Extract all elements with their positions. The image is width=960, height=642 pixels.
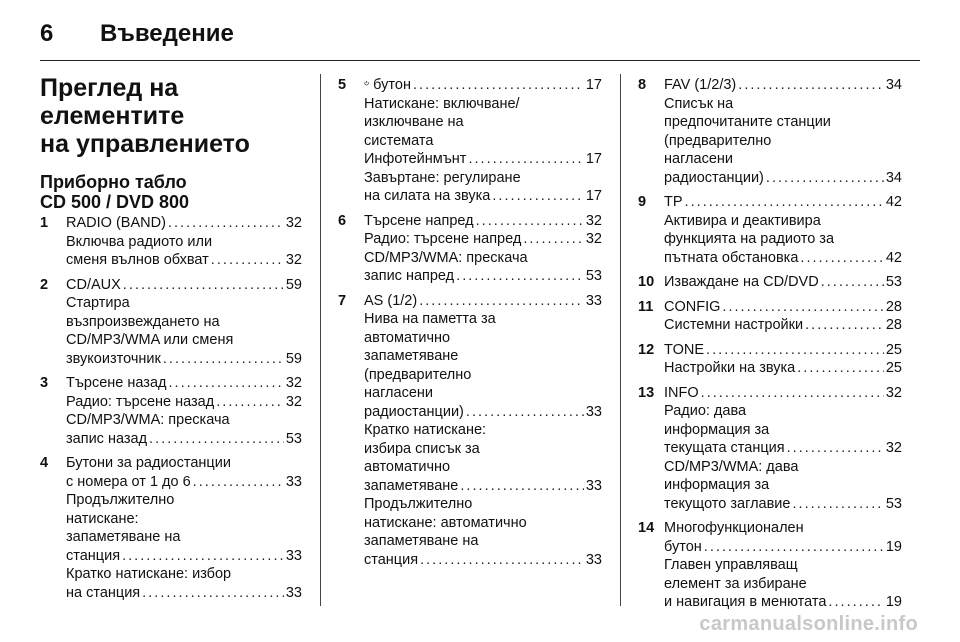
entry-text: текущото заглавие	[664, 495, 791, 512]
entry-line	[364, 187, 602, 206]
entry-line	[664, 359, 902, 378]
page-reference[interactable]: 19	[885, 594, 902, 610]
entry-text: радиостанции)	[664, 169, 764, 186]
page-reference[interactable]: 32	[285, 375, 302, 391]
entry-line	[364, 329, 602, 348]
entry-line	[66, 473, 302, 492]
entry-text: CONFIG	[664, 298, 721, 315]
entry-line	[66, 233, 302, 252]
dot-leader	[466, 403, 584, 422]
entry-line	[66, 565, 302, 584]
control-list	[338, 76, 602, 569]
dot-leader	[476, 212, 584, 231]
dot-leader	[523, 230, 584, 249]
entry-line	[664, 341, 902, 360]
dot-leader	[492, 187, 584, 206]
entry-line	[66, 214, 302, 233]
control-entry	[638, 193, 902, 267]
page-reference[interactable]: 25	[885, 341, 902, 358]
control-entry	[40, 454, 302, 602]
control-entry	[638, 519, 902, 612]
page-reference[interactable]: 53	[285, 430, 302, 447]
entry-number: 13	[638, 384, 655, 401]
entry-line	[664, 476, 902, 495]
entry-text: Кратко натискане:	[364, 422, 487, 438]
entry-line	[664, 402, 902, 421]
entry-line	[364, 292, 602, 311]
control-entry	[638, 384, 902, 514]
page-reference[interactable]: 25	[885, 360, 902, 376]
entry-line	[364, 169, 602, 188]
entry-text: Продължително	[364, 496, 473, 512]
chapter-title: Въведение	[100, 20, 234, 47]
entry-text: Инфотейнмънт	[364, 151, 467, 167]
entry-line	[364, 551, 602, 570]
entry-number: 6	[338, 212, 347, 229]
entry-text: AS (1/2)	[364, 292, 418, 309]
control-entry	[638, 273, 902, 292]
entry-text: с номера от 1 до 6	[66, 473, 191, 490]
control-list	[638, 76, 902, 612]
entry-text: TONE	[664, 341, 705, 358]
control-entry	[638, 76, 902, 187]
entry-text: FAV (1/2/3)	[664, 77, 737, 93]
control-entry	[40, 276, 302, 369]
dot-leader	[149, 430, 284, 449]
entry-line	[364, 249, 602, 268]
subsection-title-line: Приборно табло	[40, 172, 187, 192]
entry-line	[364, 403, 602, 422]
entry-line	[364, 477, 602, 496]
entry-text: системата	[364, 132, 434, 149]
entry-number: 11	[638, 298, 654, 315]
dot-leader	[163, 350, 284, 369]
page-reference[interactable]: 59	[285, 350, 302, 367]
entry-text: изключване на	[364, 114, 464, 130]
dot-leader	[800, 249, 883, 268]
entry-body	[664, 341, 902, 378]
entry-line	[364, 212, 602, 231]
dot-leader	[805, 316, 884, 335]
page-number: 6	[40, 20, 54, 47]
page-reference[interactable]: 53	[885, 274, 902, 290]
page-reference[interactable]: 33	[585, 403, 602, 420]
dot-leader	[738, 76, 884, 95]
page-reference[interactable]: 19	[885, 538, 902, 555]
page-reference[interactable]: 33	[285, 473, 302, 490]
control-entry	[40, 214, 302, 270]
entry-text: Кратко натискане: избор	[66, 566, 232, 582]
entry-line	[66, 411, 302, 430]
entry-text: Търсене напред	[364, 212, 474, 229]
entry-text: информация за	[664, 421, 770, 438]
entry-line	[66, 430, 302, 449]
entry-text: CD/MP3/WMA: дава	[664, 458, 799, 475]
entry-body	[664, 298, 902, 335]
dot-leader	[456, 267, 584, 286]
page-reference[interactable]: 53	[885, 495, 902, 512]
entry-line	[66, 350, 302, 369]
dot-leader	[216, 393, 284, 412]
dot-leader	[193, 473, 284, 492]
column-1	[40, 74, 302, 608]
page-reference[interactable]: 32	[285, 215, 302, 231]
power-icon	[364, 77, 369, 89]
entry-number: 8	[638, 77, 647, 93]
page-header	[40, 14, 920, 54]
entry-line	[664, 593, 902, 612]
entry-text: Нива на паметта за	[364, 311, 496, 327]
dot-leader	[797, 359, 884, 378]
entry-text: автоматично	[364, 459, 451, 475]
page-reference[interactable]: 17	[585, 151, 602, 167]
entry-line	[364, 230, 602, 249]
entry-line	[66, 331, 302, 350]
entry-text: INFO	[664, 384, 699, 401]
entry-number: 9	[638, 194, 647, 210]
dot-leader	[460, 477, 584, 496]
column-2	[338, 76, 602, 575]
entry-text: Завъртане: регулиране	[364, 169, 521, 186]
dot-leader	[828, 593, 883, 612]
entry-line	[664, 538, 902, 557]
entry-line	[364, 267, 602, 286]
entry-text: запаметяване	[364, 477, 459, 494]
page-reference[interactable]: 32	[585, 231, 602, 247]
entry-line	[664, 193, 902, 212]
entry-text: RADIO (BAND)	[66, 215, 166, 231]
entry-text: елемент за избиране	[664, 575, 807, 592]
entry-number: 10	[638, 274, 655, 290]
control-entry	[638, 341, 902, 378]
entry-text: текущата станция	[664, 440, 785, 456]
page-reference[interactable]: 32	[285, 252, 302, 268]
entry-text: CD/MP3/WMA или сменя	[66, 332, 234, 348]
dot-leader	[766, 169, 884, 188]
dot-leader	[123, 276, 284, 295]
entry-line	[664, 421, 902, 440]
entry-text: запаметяване на	[66, 529, 181, 545]
entry-line	[664, 212, 902, 231]
entry-line	[664, 458, 902, 477]
entry-line	[664, 316, 902, 335]
entry-line	[364, 76, 602, 95]
control-list	[40, 214, 302, 602]
entry-text: запис напред	[364, 268, 455, 284]
subsection-title	[40, 172, 302, 212]
entry-number: 12	[638, 341, 655, 358]
entry-text: Продължително	[66, 492, 175, 508]
entry-number: 2	[40, 276, 49, 293]
section-title-line: на управлението	[40, 130, 250, 158]
entry-line	[364, 95, 602, 114]
entry-line	[664, 439, 902, 458]
entry-text: Включва радиото или	[66, 233, 213, 250]
dot-leader	[701, 384, 884, 403]
entry-text: Многофункционален	[664, 520, 804, 536]
dot-leader	[413, 76, 584, 95]
entry-line	[66, 547, 302, 566]
entry-text: TP	[664, 194, 683, 210]
dot-leader	[706, 341, 884, 360]
entry-text: пътната обстановка	[664, 249, 799, 266]
entry-text: предпочитаните станции	[664, 114, 831, 130]
subsection-title-line: CD 500 / DVD 800	[40, 192, 190, 212]
dot-leader	[704, 538, 884, 557]
dot-leader	[792, 495, 883, 514]
entry-line	[364, 347, 602, 366]
entry-line	[66, 393, 302, 412]
entry-text: Изваждане на CD/DVD	[664, 274, 819, 290]
entry-line	[364, 132, 602, 151]
entry-text: Натискане: включване/	[364, 95, 520, 112]
entry-text: Активира и деактивира	[664, 212, 821, 229]
entry-number: 5	[338, 77, 347, 93]
entry-text: Настройки на звука	[664, 360, 796, 376]
dot-leader	[419, 292, 584, 311]
entry-text: информация за	[664, 477, 770, 493]
entry-body	[66, 374, 302, 448]
entry-line	[364, 495, 602, 514]
page-reference[interactable]: 33	[585, 551, 602, 568]
entry-text: и навигация в менютата	[664, 594, 827, 610]
entry-text: Главен управляващ	[664, 557, 798, 573]
entry-text: натискане:	[66, 510, 139, 527]
entry-body	[66, 276, 302, 369]
entry-body	[664, 273, 902, 292]
entry-line	[66, 584, 302, 603]
entry-text: радиостанции)	[364, 403, 464, 420]
entry-text: Списък на	[664, 95, 734, 112]
control-entry	[638, 298, 902, 335]
dot-leader	[722, 298, 883, 317]
entry-line	[664, 519, 902, 538]
entry-text: бутон	[373, 77, 411, 93]
dot-leader	[821, 273, 884, 292]
entry-line	[664, 273, 902, 292]
entry-body	[364, 292, 602, 570]
entry-line	[66, 276, 302, 295]
entry-text: на станция	[66, 584, 141, 601]
entry-line	[364, 440, 602, 459]
entry-text: автоматично	[364, 329, 451, 346]
entry-line	[664, 298, 902, 317]
entry-line	[364, 113, 602, 132]
page-reference[interactable]: 28	[885, 317, 902, 333]
entry-line	[66, 454, 302, 473]
control-entry	[338, 76, 602, 206]
entry-line	[66, 510, 302, 529]
page-reference[interactable]: 33	[585, 477, 602, 494]
dot-leader	[685, 193, 884, 212]
dot-leader	[787, 439, 884, 458]
watermark: carmanualsonline.info	[699, 613, 918, 635]
page-reference[interactable]: 28	[885, 298, 902, 315]
page-reference[interactable]: 32	[885, 440, 902, 456]
dot-leader	[122, 547, 284, 566]
page-reference[interactable]: 33	[585, 292, 602, 309]
column-3	[638, 76, 902, 618]
entry-number: 14	[638, 520, 655, 536]
control-entry	[338, 292, 602, 570]
entry-text: Бутони за радиостанции	[66, 455, 231, 471]
entry-line	[664, 230, 902, 249]
entry-line	[664, 384, 902, 403]
entry-text: Радио: дава	[664, 403, 747, 419]
entry-body	[664, 76, 902, 187]
entry-line	[364, 150, 602, 169]
section-title	[40, 74, 302, 158]
page-reference[interactable]: 34	[885, 169, 902, 186]
entry-line	[664, 556, 902, 575]
entry-text: натискане: автоматично	[364, 514, 527, 531]
dot-leader	[468, 150, 583, 169]
entry-text: CD/AUX	[66, 276, 121, 293]
entry-line	[664, 495, 902, 514]
dot-leader	[142, 584, 284, 603]
entry-line	[66, 294, 302, 313]
entry-number: 7	[338, 292, 347, 309]
entry-line	[66, 528, 302, 547]
entry-text: сменя вълнов обхват	[66, 252, 209, 268]
entry-text: CD/MP3/WMA: прескача	[364, 249, 528, 266]
entry-line	[364, 366, 602, 385]
entry-text: Радио: търсене назад	[66, 393, 215, 410]
dot-leader	[168, 374, 283, 393]
entry-line	[364, 421, 602, 440]
entry-text: нагласени	[664, 151, 733, 167]
page-reference[interactable]: 53	[585, 268, 602, 284]
page-reference[interactable]: 33	[285, 584, 302, 601]
column-divider	[620, 74, 621, 606]
entry-line	[66, 374, 302, 393]
section-title-line: Преглед на елементите	[40, 74, 185, 130]
entry-number: 1	[40, 215, 49, 231]
entry-body	[664, 519, 902, 612]
entry-text: възпроизвеждането на	[66, 313, 220, 330]
control-entry	[338, 212, 602, 286]
entry-line	[364, 384, 602, 403]
page-reference[interactable]: 59	[285, 276, 302, 293]
entry-body	[66, 214, 302, 270]
entry-line	[66, 251, 302, 270]
entry-line	[364, 310, 602, 329]
entry-number: 3	[40, 375, 49, 391]
dot-leader	[420, 551, 584, 570]
entry-text: запаметяване	[364, 348, 459, 364]
entry-text: (предварително	[664, 132, 772, 149]
entry-text: Системни настройки	[664, 317, 804, 333]
entry-text: нагласени	[364, 385, 433, 401]
entry-text: избира списък за	[364, 440, 480, 457]
entry-body	[364, 76, 602, 206]
entry-line	[66, 491, 302, 510]
entry-text: звукоизточник	[66, 350, 161, 367]
entry-line	[664, 150, 902, 169]
control-entry	[40, 374, 302, 448]
entry-line	[364, 532, 602, 551]
page-reference[interactable]: 33	[285, 547, 302, 564]
entry-line	[664, 113, 902, 132]
page-reference[interactable]: 42	[885, 249, 902, 266]
entry-line	[664, 132, 902, 151]
entry-text: станция	[66, 547, 121, 564]
entry-body	[66, 454, 302, 602]
dot-leader	[168, 214, 284, 233]
entry-number: 4	[40, 455, 49, 471]
entry-line	[664, 575, 902, 594]
dot-leader	[211, 251, 284, 270]
entry-text: Търсене назад	[66, 375, 167, 391]
entry-body	[664, 193, 902, 267]
page-reference[interactable]: 32	[585, 212, 602, 229]
page-reference[interactable]: 17	[585, 77, 602, 93]
entry-text: на силата на звука	[364, 188, 491, 204]
entry-text: (предварително	[364, 366, 472, 383]
entry-text: запаметяване на	[364, 533, 479, 549]
entry-line	[664, 76, 902, 95]
entry-line	[664, 169, 902, 188]
column-divider	[320, 74, 321, 606]
entry-line	[66, 313, 302, 332]
page-reference[interactable]: 34	[885, 77, 902, 93]
entry-text: станция	[364, 551, 419, 568]
entry-text: запис назад	[66, 430, 148, 447]
page-reference[interactable]: 32	[885, 384, 902, 401]
entry-text: CD/MP3/WMA: прескача	[66, 412, 230, 428]
page-reference[interactable]: 32	[285, 393, 302, 410]
entry-line	[664, 95, 902, 114]
entry-line	[364, 458, 602, 477]
entry-text: Стартира	[66, 295, 130, 311]
entry-text: Радио: търсене напред	[364, 231, 522, 247]
page-reference[interactable]: 17	[585, 188, 602, 204]
page-reference[interactable]: 42	[885, 194, 902, 210]
entry-body	[364, 212, 602, 286]
entry-line	[664, 249, 902, 268]
entry-text: функцията на радиото за	[664, 231, 835, 247]
entry-line	[364, 514, 602, 533]
entry-body	[664, 384, 902, 514]
entry-text: бутон	[664, 538, 702, 555]
header-rule	[40, 60, 920, 61]
